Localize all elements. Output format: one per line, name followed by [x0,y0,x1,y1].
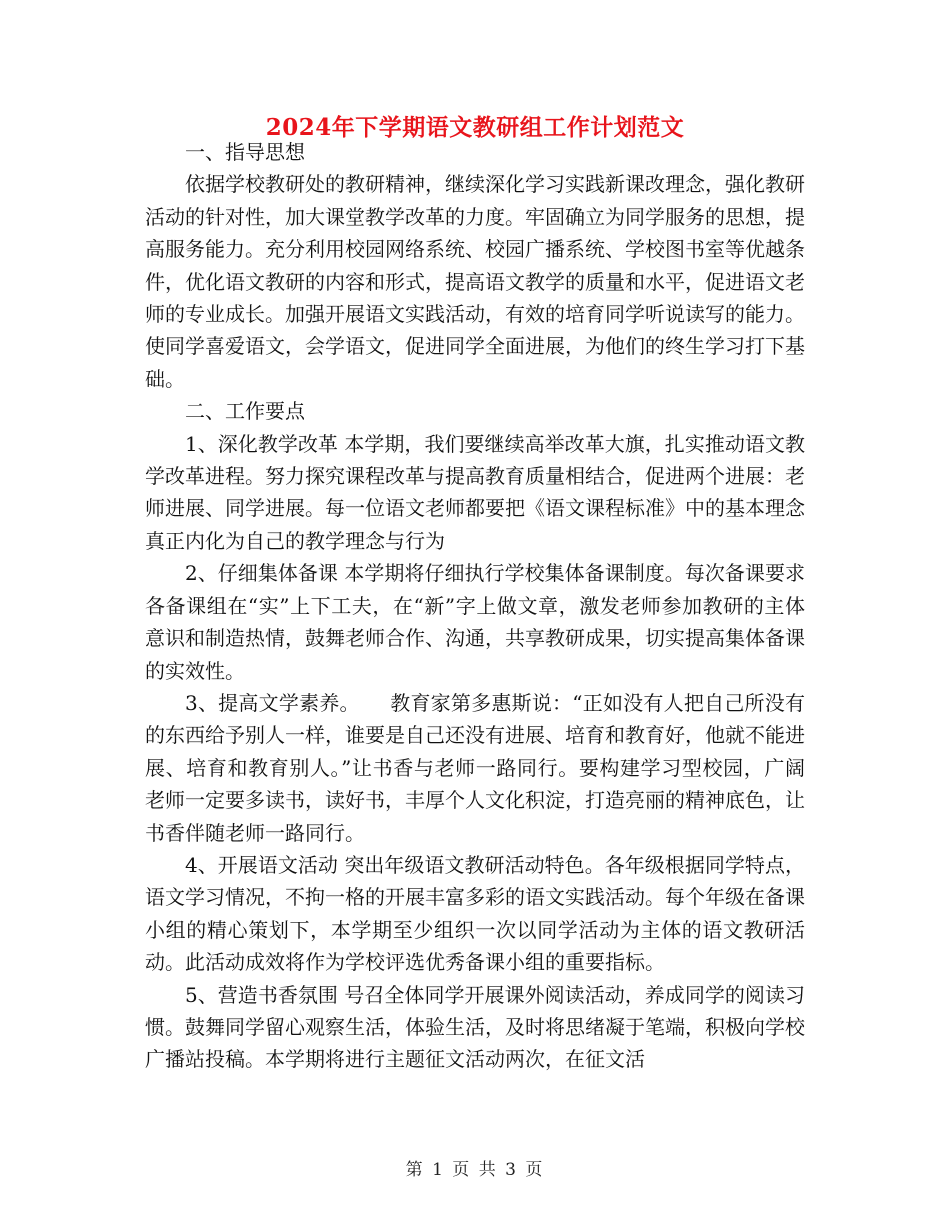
paragraph-point-4: 4、开展语文活动 突出年级语文教研活动特色。各年级根据同学特点，语文学习情况，不拘一格的开展丰富多彩的语文实践活动。每个年级在备课小组的精心策划下，本学期至少组织一次以同学活动为主体的语文教研活动。此活动成效将作为学校评选优秀备课小组的重要指标。 [145,852,805,975]
paragraph-point-2: 2、仔细集体备课 本学期将仔细执行学校集体备课制度。每次备课要求各备课组在“实”上下工夫，在“新”字上做文章，激发老师参加教研的主体意识和制造热情，鼓舞老师合作、沟通，共享教研成果，切实提高集体备课的实效性。 [145,561,805,683]
paragraph-point-5: 5、营造书香氛围 号召全体同学开展课外阅读活动，养成同学的阅读习惯。鼓舞同学留心观察生活，体验生活，及时将思绪凝于笔端，积极向学校广播站投稿。本学期将进行主题征文活动两次，在征文活 [145,982,805,1072]
paragraph-point-1: 1、深化教学改革 本学期，我们要继续高举改革大旗，扎实推动语文教学改革进程。努力探究课程改革与提高教育质量相结合，促进两个进展：老师进展、同学进展。每一位语文老师都要把《语文课程标准》中的基本理念真正内化为自己的教学理念与行为 [145,431,805,553]
page-footer: 第 1 页 共 3 页 [405,1160,545,1180]
document-title: 2024年下学期语文教研组工作计划范文 [265,114,685,141]
document-body [145,136,805,1076]
section-heading-guiding-ideology: 一、指导思想 [185,140,305,164]
paragraph-point-3: 3、提高文学素养。 教育家第多惠斯说：“正如没有人把自己所没有的东西给予别人一样，谁要是自己还没有进展、培育和教育好，他就不能进展、培育和教育别人。”让书香与老师一路同行。要构建学习型校园，广阔老师一定要多读书，读好书，丰厚个人文化积淀，打造亮丽的精神底色，让书香伴随老师一路同行。 [145,690,805,845]
section-heading-work-points: 二、工作要点 [185,399,305,424]
paragraph-guiding-ideology: 依据学校教研处的教研精神，继续深化学习实践新课改理念，强化教研活动的针对性，加大课堂教学改革的力度。牢固确立为同学服务的思想，提高服务能力。充分利用校园网络系统、校园广播系统、学校图书室等优越条件，优化语文教研的内容和形式，提高语文教学的质量和水平，促进语文老师的专业成长。加强开展语文实践活动，有效的培育同学听说读写的能力。使同学喜爱语文，会学语文，促进同学全面进展，为他们的终生学习打下基础。 [145,172,805,391]
